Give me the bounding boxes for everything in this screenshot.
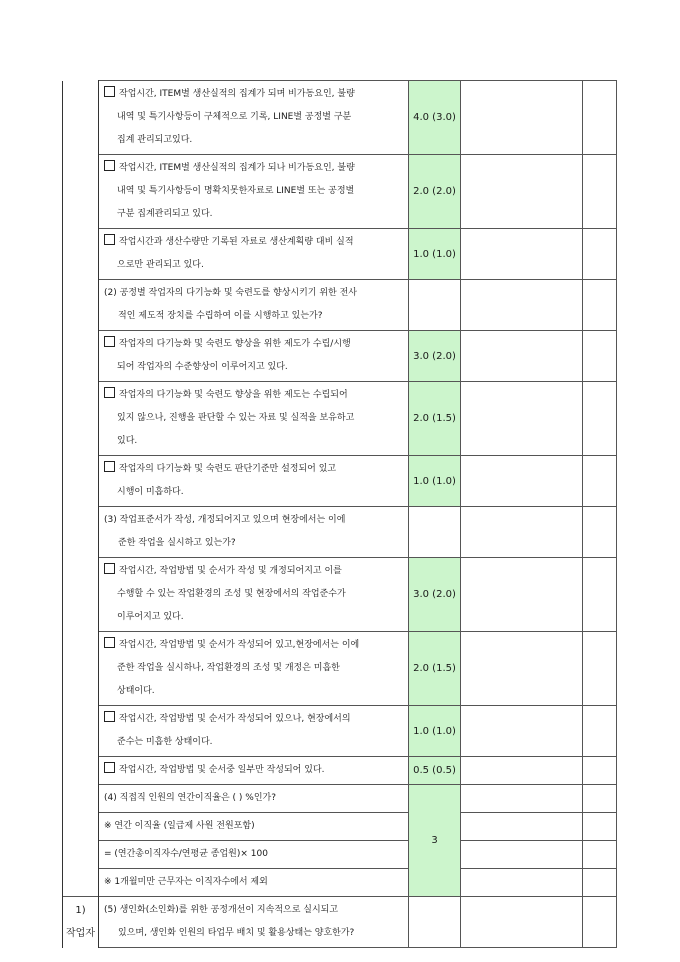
text-line: 작업시간, 작업방법 및 순서가 작성 및 개정되어지고 이를 (119, 566, 342, 576)
option-description (99, 632, 409, 706)
option-first-line (104, 83, 404, 106)
result-cell (461, 155, 583, 229)
category-cell (63, 456, 99, 507)
score-cell: 3.0 (2.0) (409, 558, 461, 632)
q5-row (63, 897, 617, 948)
q4-note2 (99, 869, 409, 897)
text-line: 준수는 미흡한 상태이다. (117, 737, 213, 747)
score-cell: 2.0 (2.0) (409, 155, 461, 229)
checkbox[interactable] (104, 336, 115, 347)
q4-row (63, 785, 617, 813)
option-description (99, 382, 409, 456)
remark-cell (583, 507, 617, 558)
option-description (99, 229, 409, 280)
text-line: 작업자의 다기능화 및 숙련도 향상을 위한 제도는 수립되어 (119, 390, 348, 400)
q4-row (63, 841, 617, 869)
remark-cell (583, 869, 617, 897)
remark-cell (583, 558, 617, 632)
category-cell (63, 280, 99, 331)
text-line: 있지 않으나, 진행을 판단할 수 있는 자료 및 실적을 보유하고 (117, 413, 355, 423)
option-description (99, 706, 409, 757)
option-first-line (104, 708, 404, 731)
option-row (63, 155, 617, 229)
remark-cell (583, 456, 617, 507)
result-cell (461, 813, 583, 841)
result-cell (461, 869, 583, 897)
evaluation-table-body (63, 81, 617, 948)
option-first-line (104, 384, 404, 407)
q4-note1 (99, 813, 409, 841)
q4-question (99, 785, 409, 813)
option-row (63, 757, 617, 785)
result-cell (461, 841, 583, 869)
remark-cell (583, 280, 617, 331)
result-cell (461, 456, 583, 507)
remark-cell (583, 382, 617, 456)
category-cell (63, 229, 99, 280)
q4-row (63, 813, 617, 841)
category-number: 1) (75, 905, 86, 917)
checkbox[interactable] (104, 86, 115, 97)
option-first-line (104, 458, 404, 481)
score-cell: 0.5 (0.5) (409, 757, 461, 785)
category-cell (63, 382, 99, 456)
q4-row (63, 869, 617, 897)
score-cell-empty (409, 897, 461, 948)
option-row (63, 706, 617, 757)
option-description (99, 558, 409, 632)
result-cell (461, 280, 583, 331)
question-text (99, 280, 409, 331)
text-line: 작업시간, 작업방법 및 순서가 작성되어 있고,현장에서는 이에 (119, 640, 360, 650)
checkbox[interactable] (104, 234, 115, 245)
score-cell: 1.0 (1.0) (409, 229, 461, 280)
remark-cell (583, 785, 617, 813)
option-row (63, 382, 617, 456)
text-line: 내역 및 특기사항등이 명확치못한자료로 LINE별 또는 공정별 (117, 186, 355, 196)
category-cell (63, 331, 99, 382)
option-first-line (104, 231, 404, 254)
option-description (99, 757, 409, 785)
result-cell (461, 757, 583, 785)
text-line: = (연간총이직자수/연평균 종업원)× 100 (104, 849, 268, 859)
category-cell (63, 757, 99, 785)
text-line: 내역 및 특기사항등이 구체적으로 기록, LINE별 공정별 구분 (117, 112, 352, 122)
category-cell (63, 155, 99, 229)
text-line: 있으며, 생인화 인원의 타업무 배치 및 활용상태는 양호한가? (118, 928, 355, 938)
checkbox[interactable] (104, 160, 115, 171)
checkbox[interactable] (104, 461, 115, 472)
score-cell: 3 (409, 785, 461, 897)
result-cell (461, 81, 583, 155)
remark-cell (583, 229, 617, 280)
text-line: 시행이 미흡하다. (117, 487, 184, 497)
question-row (63, 280, 617, 331)
result-cell (461, 785, 583, 813)
category-cell (63, 706, 99, 757)
remark-cell (583, 813, 617, 841)
checkbox[interactable] (104, 711, 115, 722)
result-cell (461, 229, 583, 280)
text-line: 작업시간, ITEM별 생산실적의 집계가 되며 비가동요인, 불량 (119, 89, 355, 99)
category-cell (63, 785, 99, 813)
result-cell (461, 632, 583, 706)
category-cell (63, 632, 99, 706)
remark-cell (583, 757, 617, 785)
remark-cell (583, 897, 617, 948)
checkbox[interactable] (104, 637, 115, 648)
score-cell: 1.0 (1.0) (409, 706, 461, 757)
category-cell (63, 869, 99, 897)
result-cell (461, 382, 583, 456)
checkbox[interactable] (104, 563, 115, 574)
option-first-line (104, 157, 404, 180)
text-line: 작업시간, ITEM별 생산실적의 집계가 되나 비가동요인, 불량 (119, 163, 355, 173)
option-first-line (104, 560, 404, 583)
option-first-line (104, 634, 404, 657)
text-line: 준한 작업을 실시하고 있는가? (118, 538, 236, 548)
category-cell (63, 81, 99, 155)
text-line: 이루어지고 있다. (117, 612, 184, 622)
text-line: 있다. (117, 436, 138, 446)
checkbox[interactable] (104, 387, 115, 398)
text-line: 적인 제도적 장치를 수립하여 이를 시행하고 있는가? (118, 311, 323, 321)
text-line: 작업시간과 생산수량만 기록된 자료로 생산계획량 대비 실적 (119, 237, 354, 247)
text-line: 상태이다. (117, 686, 155, 696)
q4-formula (99, 841, 409, 869)
score-cell: 2.0 (1.5) (409, 382, 461, 456)
text-line: (4) 직접직 인원의 연간이직율은 ( ) %인가? (104, 793, 276, 803)
category-cell (63, 897, 99, 948)
category-cell (63, 813, 99, 841)
question-row (63, 507, 617, 558)
text-line: (2) 공정별 작업자의 다기능화 및 숙련도를 향상시키기 위한 전사 (104, 288, 357, 298)
option-description (99, 456, 409, 507)
question-text (99, 897, 409, 948)
text-line: 수행할 수 있는 작업환경의 조성 및 현장에서의 작업준수가 (117, 589, 346, 599)
option-row (63, 558, 617, 632)
remark-cell (583, 632, 617, 706)
text-line: 작업자의 다기능화 및 숙련도 판단기준만 설정되어 있고 (119, 464, 337, 474)
category-cell (63, 558, 99, 632)
category-cell (63, 841, 99, 869)
checkbox[interactable] (104, 762, 115, 773)
score-cell-empty (409, 507, 461, 558)
score-cell: 1.0 (1.0) (409, 456, 461, 507)
text-line: (5) 생인화(소인화)를 위한 공정개선이 지속적으로 실시되고 (104, 905, 339, 915)
remark-cell (583, 155, 617, 229)
result-cell (461, 507, 583, 558)
score-cell: 2.0 (1.5) (409, 632, 461, 706)
remark-cell (583, 81, 617, 155)
option-description (99, 155, 409, 229)
score-cell: 4.0 (3.0) (409, 81, 461, 155)
result-cell (461, 897, 583, 948)
text-line: 준한 작업을 실시하나, 작업환경의 조성 및 개정은 미흡한 (117, 663, 340, 673)
result-cell (461, 558, 583, 632)
result-cell (461, 706, 583, 757)
evaluation-table (62, 80, 617, 948)
text-line: 작업시간, 작업방법 및 순서가 작성되어 있으나, 현장에서의 (119, 714, 351, 724)
score-cell-empty (409, 280, 461, 331)
option-row (63, 456, 617, 507)
text-line: ※ 1개월미만 근무자는 이직자수에서 제외 (104, 877, 268, 887)
text-line: 되어 작업자의 수준향상이 이루어지고 있다. (117, 362, 288, 372)
option-row (63, 229, 617, 280)
option-row (63, 331, 617, 382)
option-description (99, 331, 409, 382)
option-first-line (104, 333, 404, 356)
option-first-line (104, 759, 404, 782)
result-cell (461, 331, 583, 382)
text-line: 작업시간, 작업방법 및 순서중 일부만 작성되어 있다. (119, 765, 325, 775)
remark-cell (583, 841, 617, 869)
remark-cell (583, 331, 617, 382)
text-line: ※ 연간 이직율 (일급제 사원 전원포함) (104, 821, 255, 831)
remark-cell (583, 706, 617, 757)
question-text (99, 507, 409, 558)
score-cell: 3.0 (2.0) (409, 331, 461, 382)
text-line: 작업자의 다기능화 및 숙련도 향상을 위한 제도가 수립/시행 (119, 339, 351, 349)
category-cell (63, 507, 99, 558)
category-label: 작업자 (66, 928, 95, 940)
option-row (63, 81, 617, 155)
option-description (99, 81, 409, 155)
text-line: 으로만 관리되고 있다. (117, 260, 204, 270)
text-line: (3) 작업표준서가 작성, 개정되어지고 있으며 현장에서는 이에 (104, 515, 346, 525)
text-line: 구분 집계관리되고 있다. (117, 209, 213, 219)
option-row (63, 632, 617, 706)
text-line: 집계 관리되고있다. (117, 135, 193, 145)
